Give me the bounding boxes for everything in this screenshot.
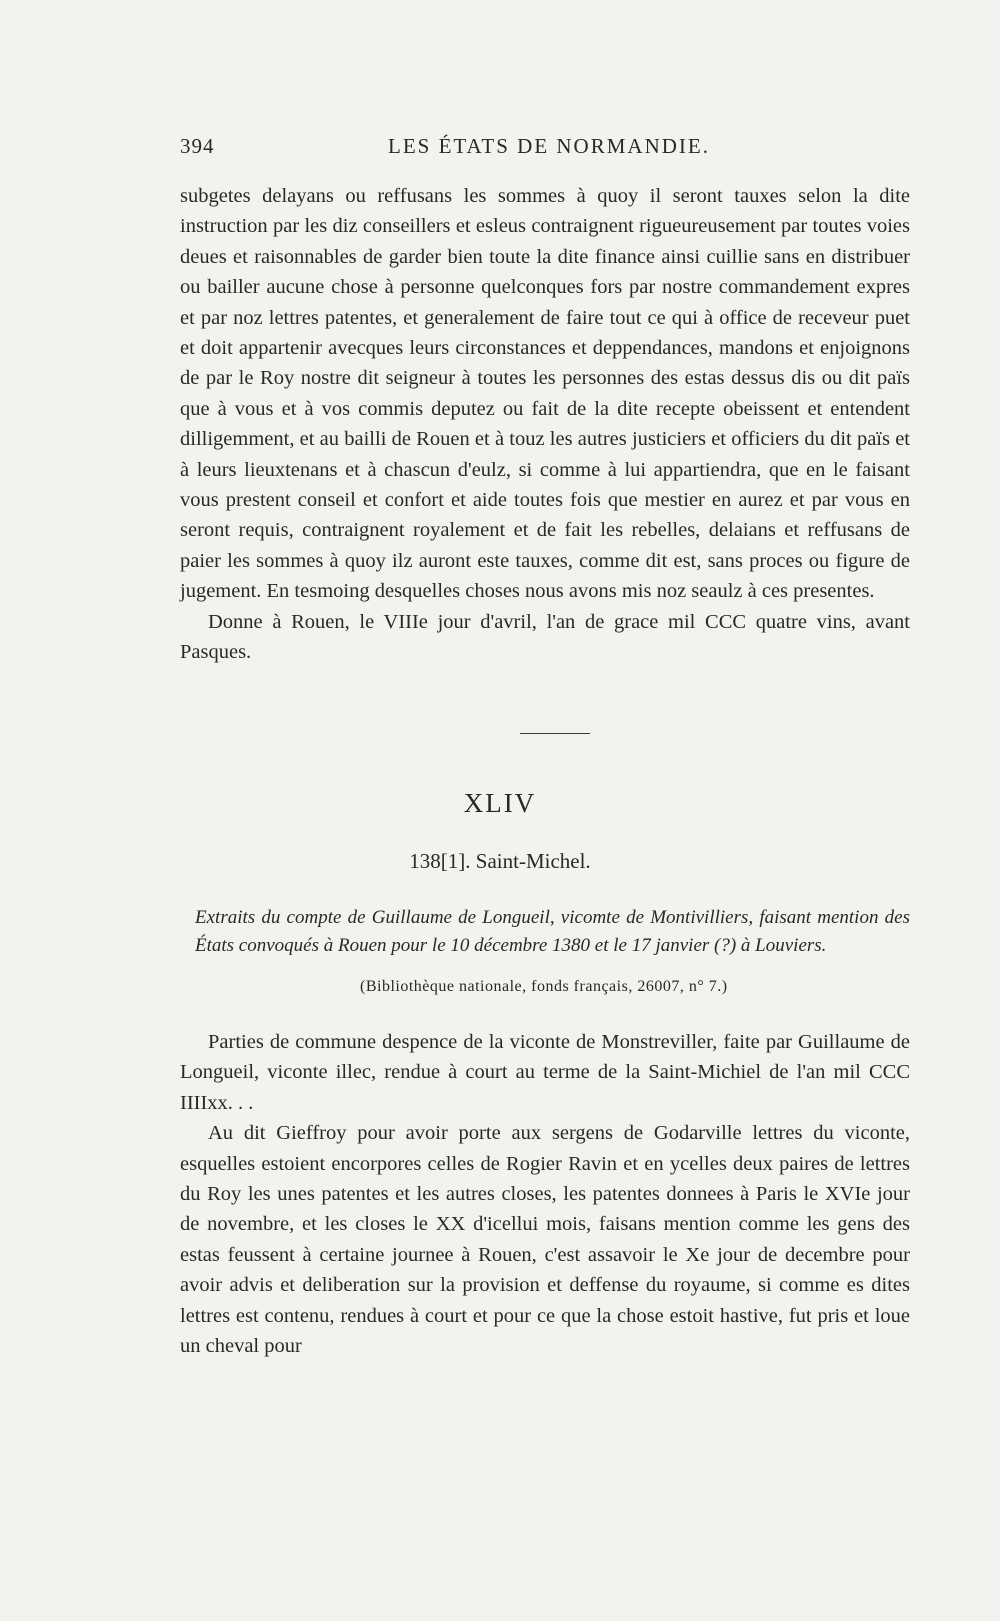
letter-dateline: Donne à Rouen, le VIIIe jour d'avril, l'an de grace mil CCC quatre vins, avant Pasques. [180,610,910,664]
source-reference: (Bibliothèque nationale, fonds français, 26007, n° 7.) [360,978,728,995]
account-paragraph: Parties de commune despence de la viconte de Monstreviller, faite par Guillaume de Longueil, viconte illec, rendue à court au terme de la Saint-Michiel de l'an mil CCC IIIIxx. . . [180,1031,910,1114]
account-paragraph: Au dit Gieffroy pour avoir porte aux sergens de Godarville lettres du viconte, esquelles estoient encorpores celles de Rogier Ravin et en ycelles deux paires de lettres du Roy les unes patentes et les autres closes, les patentes donnees à Paris le XVIe jour de novembre, et les closes le XX d'icellui mois, faisans mention comme les gens des estas feussent à certaine journee à Rouen, c'est assavoir le Xe jour de decembre pour avoir advis et deliberation sur la provision et deffense du royaume, si comme es dites lettres est contenu, rendues à court et pour ce que la chose estoit hastive, fut pris et loue un cheval pour [180,1122,910,1358]
letter-text [180,181,910,668]
section-divider [520,733,590,734]
document-summary: Extraits du compte de Guillaume de Longueil, vicomte de Montivilliers, faisant mention des États convoqués à Rouen pour le 10 décembre 1380 et le 17 janvier (?) à Louviers. [195,907,910,956]
running-header [180,134,910,166]
letter-paragraph: subgetes delayans ou reffusans les sommes à quoy il seront tauxes selon la dite instruction par les diz conseillers et esleus contraignent rigueureusement par toutes voies deues et raisonnables de garder bien toute la dite finance ainsi cuillie sans en distribuer ou bailler aucune chose à personne quelconques fors par nostre commandement expres et par noz lettres patentes, et generalement de faire tout ce qui à office de receveur puet et doit appartenir avecques leurs circonstances et deppendances, mandons et enjoignons de par le Roy nostre dit seigneur à toutes les personnes des estas dessus dis ou dit païs que à vous et à vos commis deputez ou fait de la dite recepte obeissent et entendent dilligemment, et au bailli de Rouen et à touz les autres justiciers et officiers du dit païs et à leurs lieuxtenans et à chascun d'eulz, si comme à lui appartiendra, que en le faisant vous prestent conseil et confort et aide toutes fois que mestier en aurez et par vous en seront requis, contraignent royalement et de fait les rebelles, delaians et reffusans de paier les sommes à quoy ilz auront este tauxes, comme dit est, sans proces ou figure de jugement. En tesmoing desquelles choses nous avons mis noz seaulz à ces presentes. [180,185,910,603]
account-text [180,1027,910,1361]
document-number: XLIV [463,788,537,818]
running-title: LES ÉTATS DE NORMANDIE. [388,134,710,158]
page-number: 394 [180,134,215,158]
document-heading: 138[1]. Saint-Michel. [409,849,591,873]
